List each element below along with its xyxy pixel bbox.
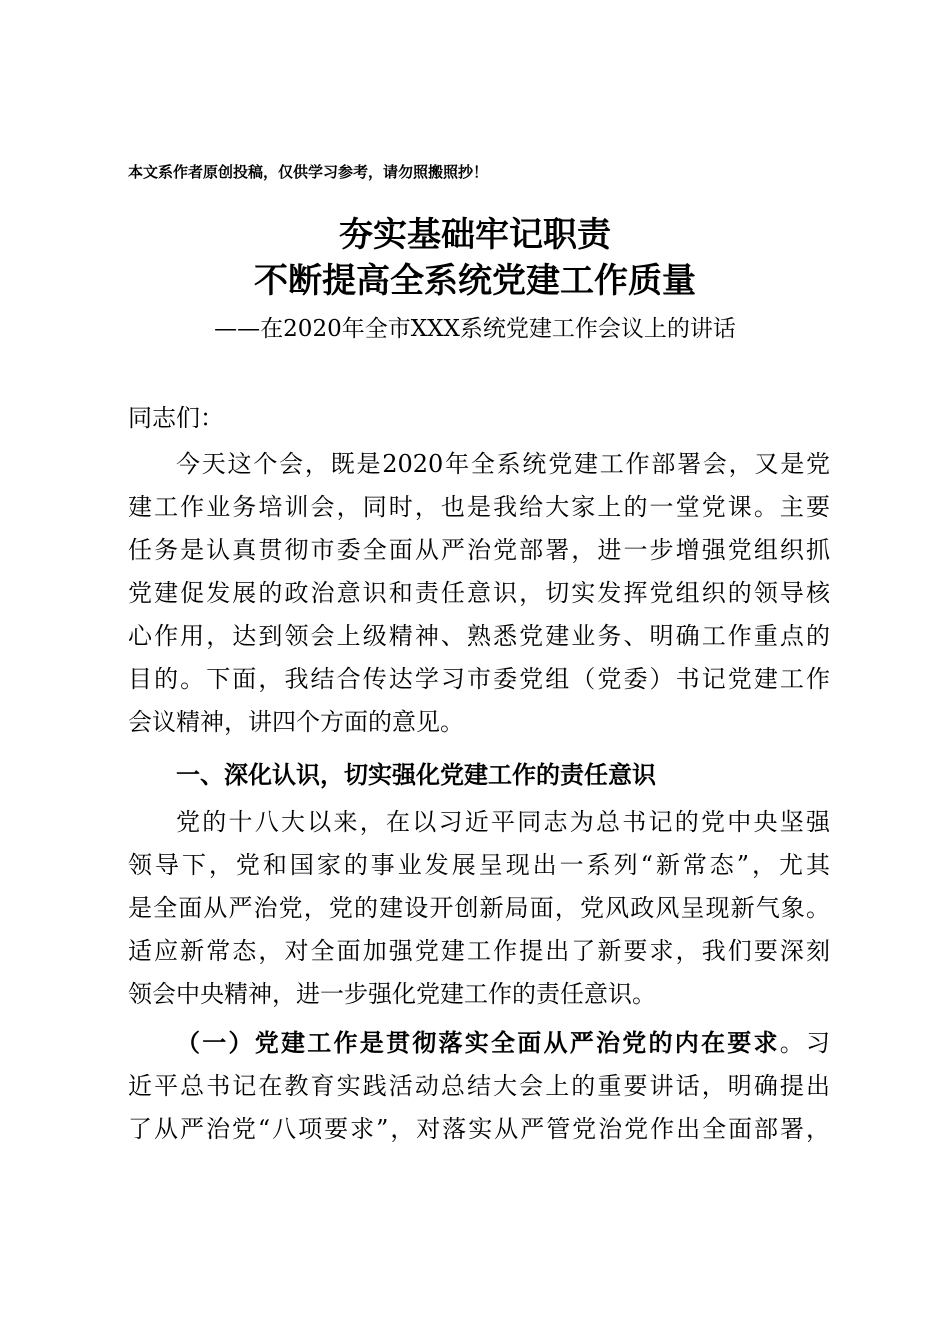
subsection-heading: （一）党建工作是贯彻落实全面从严治党的内在要求 (176, 1028, 780, 1057)
paragraph-line: 是全面从严治党，党的建设开创新局面，党风政风呈现新气象。 (128, 894, 830, 922)
subtitle: ——在2020年全市XXX系统党建工作会议上的讲话 (214, 316, 736, 342)
title-line-2: 不断提高全系统党建工作质量 (254, 261, 696, 301)
salutation: 同志们： (128, 404, 224, 432)
subsection-line (176, 1027, 830, 1059)
copyright-notice: 本文系作者原创投稿，仅供学习参考，请勿照搬照抄！ (128, 163, 489, 181)
paragraph-line: 目的。下面，我结合传达学习市委党组（党委）书记党建工作 (128, 665, 830, 693)
paragraph-line: 了从严治党“八项要求”，对落实从严管党治党作出全面部署， (128, 1115, 830, 1143)
paragraph-line: 近平总书记在教育实践活动总结大会上的重要讲话，明确提出 (128, 1072, 830, 1100)
paragraph-line: 领会中央精神，进一步强化党建工作的责任意识。 (128, 980, 656, 1008)
paragraph-line: 今天这个会，既是2020年全系统党建工作部署会，又是党 (176, 450, 830, 478)
paragraph-line: 领导下，党和国家的事业发展呈现出一系列“新常态”，尤其 (128, 851, 830, 879)
title-line-1: 夯实基础牢记职责 (339, 215, 611, 255)
paragraph-line: 党的十八大以来，在以习近平同志为总书记的党中央坚强 (176, 808, 830, 836)
section-heading: 一、深化认识，切实强化党建工作的责任意识 (176, 761, 656, 789)
paragraph-line: 适应新常态，对全面加强党建工作提出了新要求，我们要深刻 (128, 937, 830, 965)
paragraph-line: 任务是认真贯彻市委全面从严治党部署，进一步增强党组织抓 (128, 536, 830, 564)
paragraph-line: 党建促发展的政治意识和责任意识，切实发挥党组织的领导核 (128, 579, 830, 607)
paragraph-line: 建工作业务培训会，同时，也是我给大家上的一堂党课。主要 (128, 493, 830, 521)
subsection-text: 。习 (779, 1029, 830, 1057)
paragraph-line: 会议精神，讲四个方面的意见。 (128, 708, 464, 736)
paragraph-line: 心作用，达到领会上级精神、熟悉党建业务、明确工作重点的 (128, 622, 830, 650)
